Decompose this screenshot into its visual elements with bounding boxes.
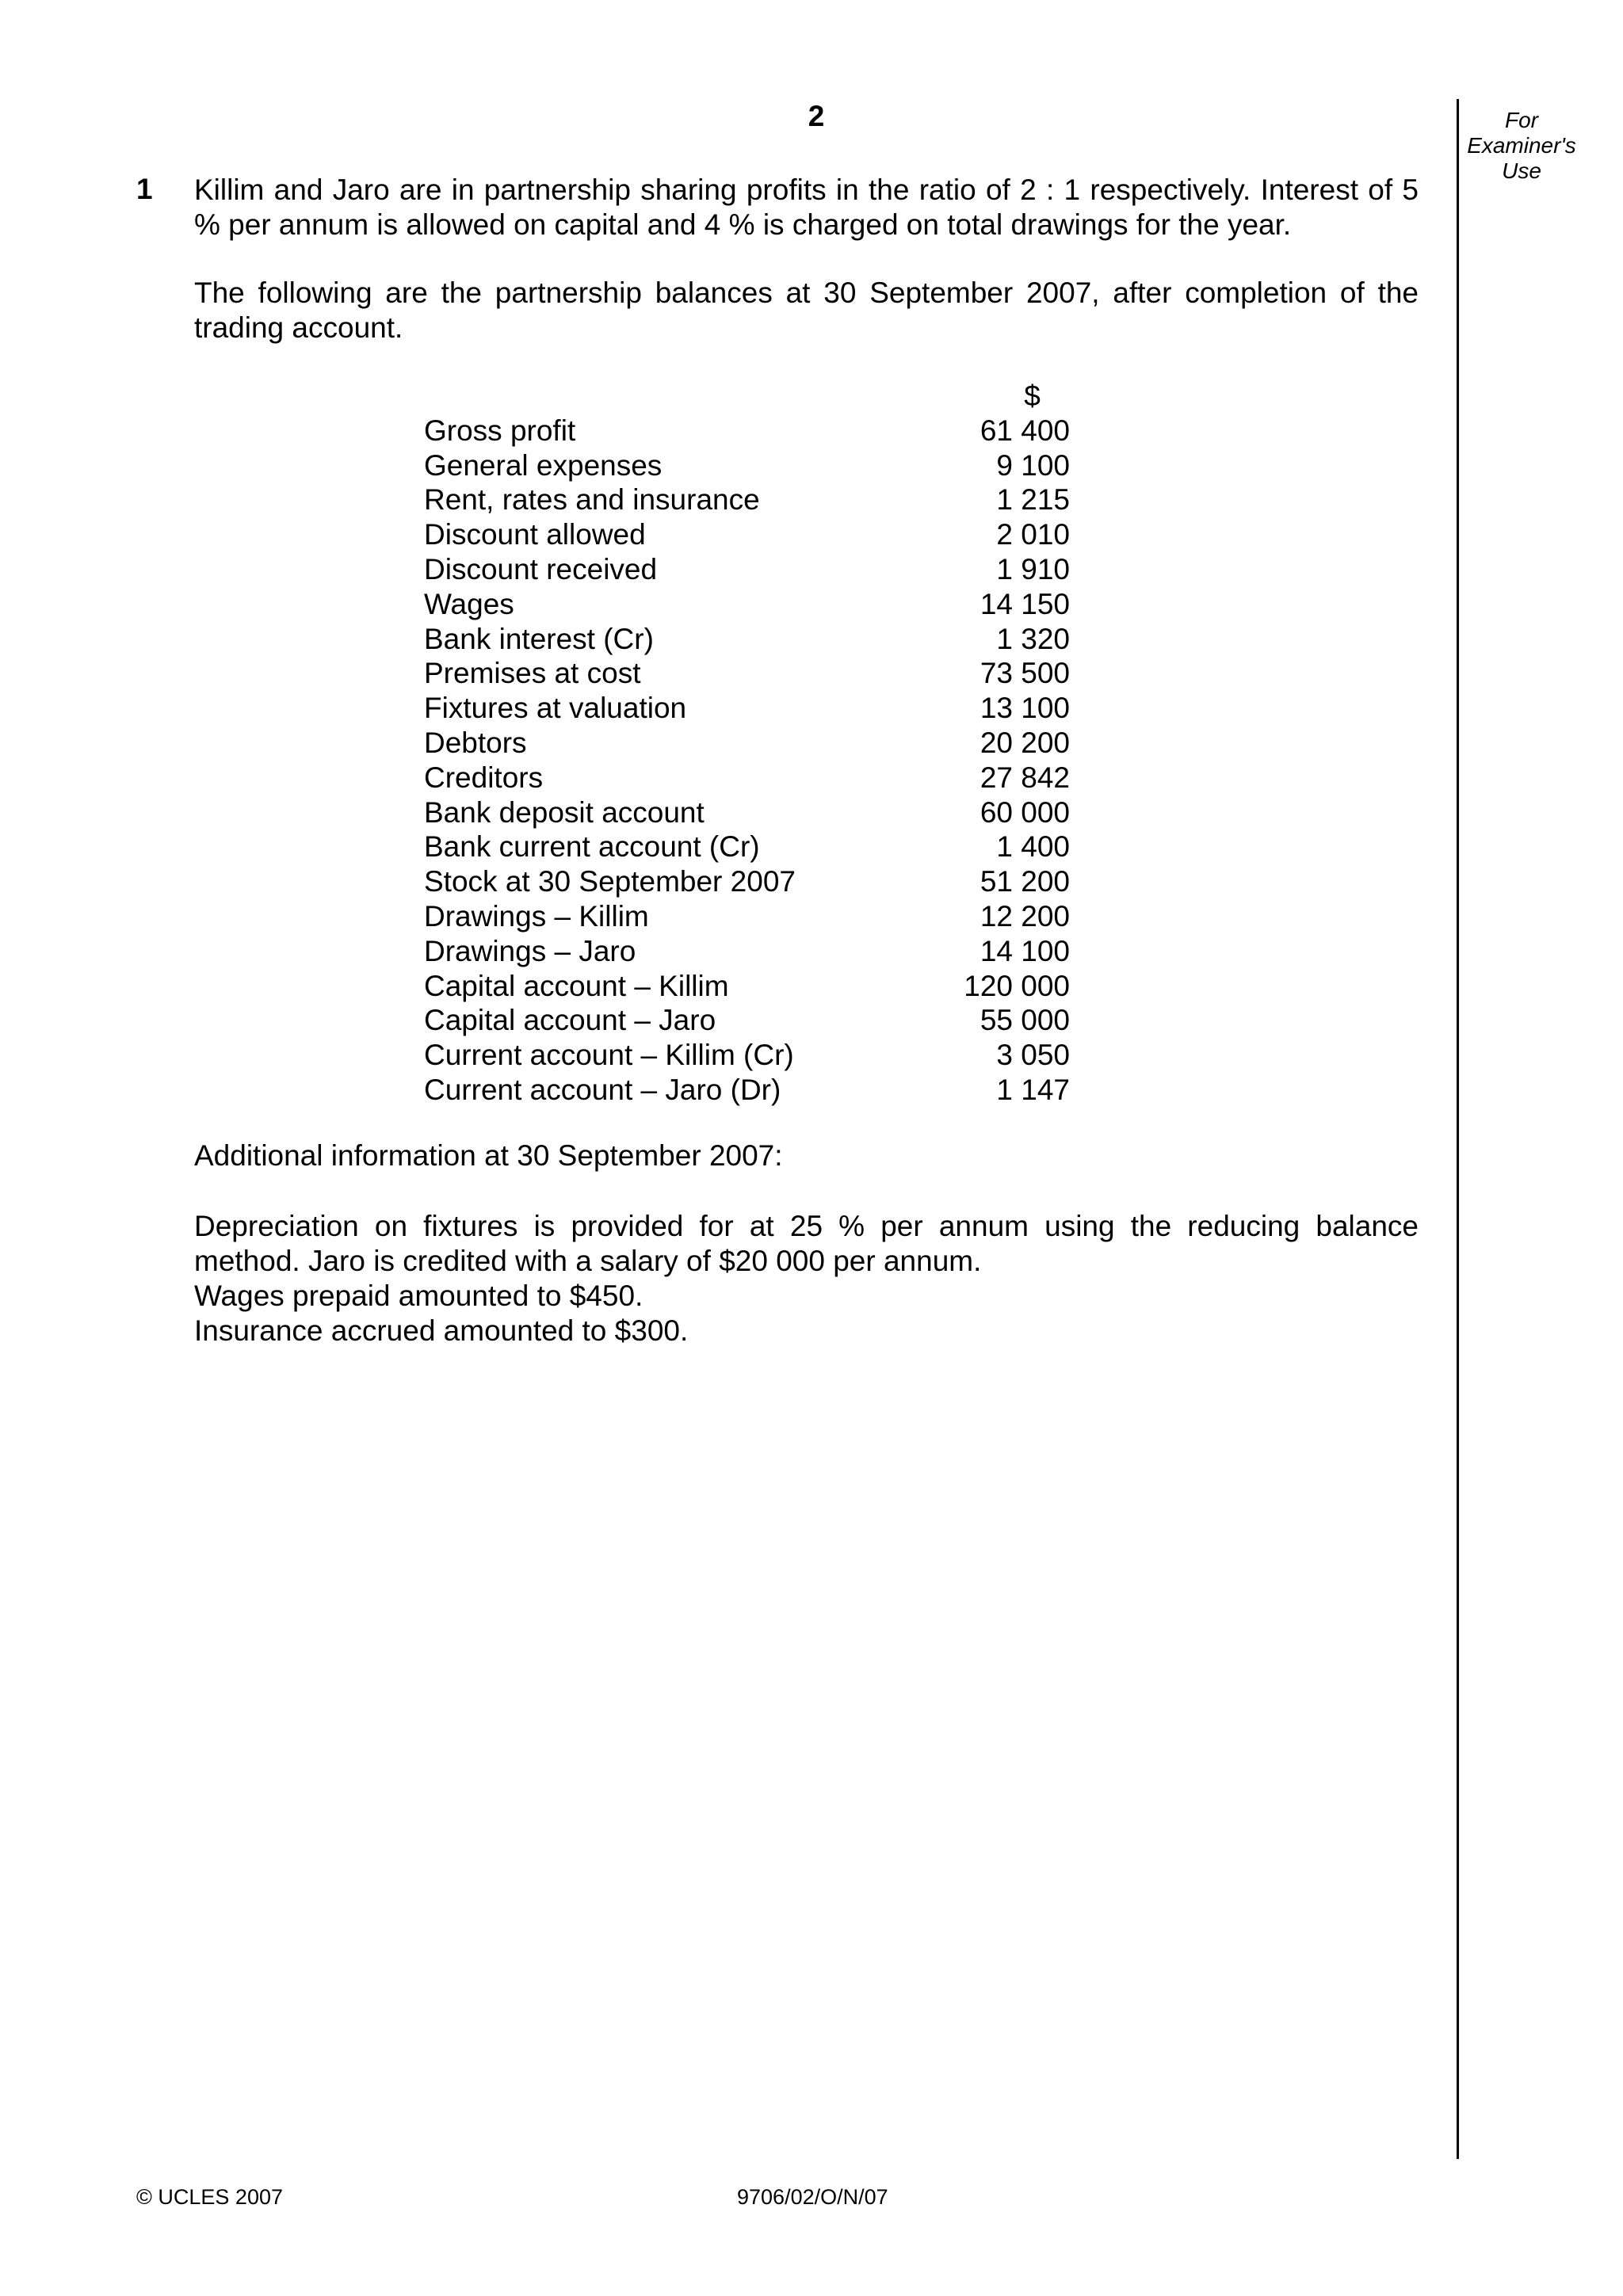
row-amount: 1 400 [996, 830, 1070, 864]
row-label: Gross profit [424, 414, 576, 447]
table-row [424, 482, 1070, 517]
row-amount: 55 000 [980, 1004, 1070, 1037]
row-label: Rent, rates and insurance [424, 483, 760, 517]
currency-header: $ [1024, 379, 1041, 412]
examiner-use-label [1460, 108, 1583, 184]
table-row [424, 830, 1070, 864]
row-label: Capital account – Jaro [424, 1004, 716, 1037]
row-label: Bank current account (Cr) [424, 830, 760, 864]
row-amount: 73 500 [980, 657, 1070, 690]
row-label: Current account – Killim (Cr) [424, 1039, 794, 1072]
row-label: Drawings – Jaro [424, 934, 636, 967]
balances-table-header [424, 379, 1070, 414]
row-amount: 14 150 [980, 587, 1070, 620]
row-amount: 60 000 [980, 795, 1070, 829]
table-row [424, 795, 1070, 830]
page-number: 2 [808, 100, 825, 132]
additional-info-line-wages: Wages prepaid amounted to $450. [194, 1280, 643, 1312]
row-label: Stock at 30 September 2007 [424, 865, 796, 898]
table-row [424, 899, 1070, 934]
row-amount: 14 100 [980, 934, 1070, 967]
row-label: Fixtures at valuation [424, 692, 687, 725]
row-amount: 12 200 [980, 899, 1070, 933]
table-row [424, 1003, 1070, 1038]
row-amount: 1 215 [996, 483, 1070, 517]
additional-info-paragraph: Depreciation on fixtures is provided for at 25 % per annum using the reducing balance method. Jaro is credited with a salary of $20 000 per annum. [194, 1210, 1419, 1277]
row-label: Debtors [424, 726, 527, 759]
row-amount: 2 010 [996, 518, 1070, 551]
row-label: Creditors [424, 761, 544, 794]
balances-intro: The following are the partnership balances at 30 September 2007, after completion of the trading account. [194, 277, 1419, 344]
table-row [424, 691, 1070, 726]
row-amount: 1 320 [996, 622, 1070, 655]
row-label: General expenses [424, 448, 663, 482]
row-label: Discount allowed [424, 518, 646, 551]
row-amount: 1 147 [996, 1073, 1070, 1106]
table-row [424, 969, 1070, 1004]
examiner-label-line-2: Examiner's [1467, 133, 1576, 158]
footer-copyright: © UCLES 2007 [136, 2185, 283, 2209]
examiner-label-line-1: For [1505, 108, 1538, 132]
footer-paper-code: 9706/02/O/N/07 [737, 2185, 888, 2209]
row-label: Bank deposit account [424, 795, 705, 829]
row-amount: 3 050 [996, 1039, 1070, 1072]
table-row [424, 726, 1070, 761]
row-label: Capital account – Killim [424, 969, 729, 1002]
table-row [424, 1038, 1070, 1073]
table-row [424, 622, 1070, 657]
row-label: Drawings – Killim [424, 899, 649, 933]
additional-info-line-insurance: Insurance accrued amounted to $300. [194, 1314, 689, 1347]
table-row [424, 587, 1070, 622]
table-row [424, 864, 1070, 899]
table-row [424, 414, 1070, 448]
table-row [424, 552, 1070, 587]
row-amount: 1 910 [996, 552, 1070, 585]
table-row [424, 517, 1070, 552]
question-intro: Killim and Jaro are in partnership sharing profits in the ratio of 2 : 1 respectively. Interest of 5 % per annum is allowed on capital and 4 % is charged on total drawings for the year. [194, 174, 1419, 241]
row-amount: 51 200 [980, 865, 1070, 898]
question-number: 1 [136, 173, 153, 205]
table-row [424, 934, 1070, 969]
row-amount: 27 842 [980, 761, 1070, 794]
examiner-margin-line [1457, 99, 1459, 2159]
row-amount: 9 100 [996, 448, 1070, 482]
table-row [424, 1073, 1070, 1108]
table-row [424, 448, 1070, 483]
balances-table-body [424, 414, 1070, 1108]
balances-table [424, 379, 1070, 1108]
row-label: Discount received [424, 552, 658, 585]
row-amount: 13 100 [980, 692, 1070, 725]
row-label: Bank interest (Cr) [424, 622, 654, 655]
additional-info [194, 1209, 1419, 1348]
table-row [424, 656, 1070, 691]
additional-info-heading: Additional information at 30 September 2007: [194, 1139, 783, 1172]
row-amount: 20 200 [980, 726, 1070, 759]
row-amount: 120 000 [964, 969, 1070, 1002]
row-label: Wages [424, 587, 514, 620]
row-label: Current account – Jaro (Dr) [424, 1073, 781, 1106]
examiner-label-line-3: Use [1502, 158, 1541, 183]
row-amount: 61 400 [980, 414, 1070, 447]
row-label: Premises at cost [424, 657, 641, 690]
table-row [424, 761, 1070, 795]
